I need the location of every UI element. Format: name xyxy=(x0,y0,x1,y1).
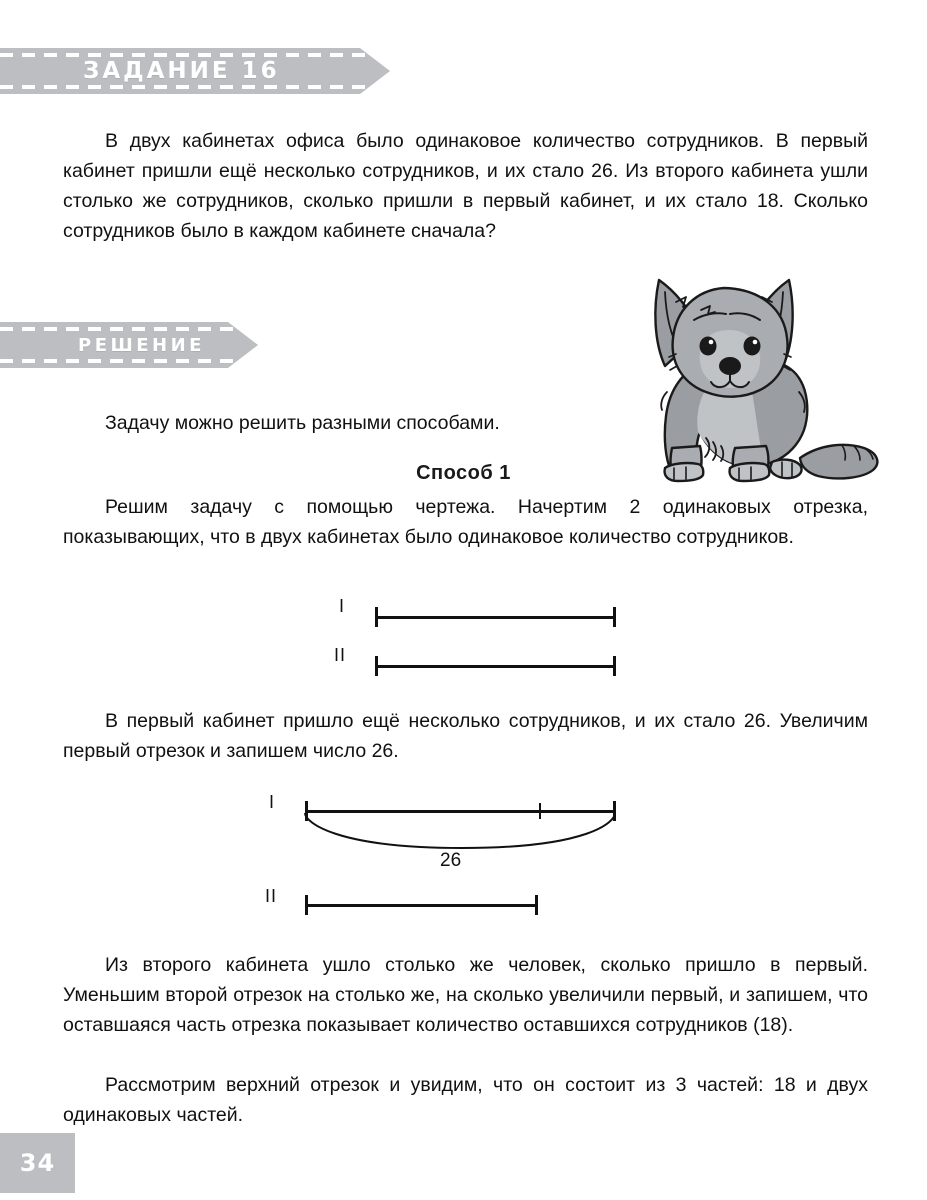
segment-1-label: I xyxy=(339,596,346,616)
after-diagram-1-text: В первый кабинет пришло ещё несколько сотрудников, и их стало 26. Увеличим первый отрезок и запишем число 26. xyxy=(63,710,868,762)
sitting-dog-illustration xyxy=(632,262,894,494)
final-text: Рассмотрим верхний отрезок и увидим, что он состоит из 3 частей: 18 и двух одинаковых частей. xyxy=(63,1074,868,1126)
segment-1-line xyxy=(375,616,615,619)
segment-2-start-cap xyxy=(305,895,308,915)
segment-1-end-cap xyxy=(613,607,616,627)
task-banner-label: ЗАДАНИЕ 16 xyxy=(83,58,280,84)
solution-banner xyxy=(0,322,258,368)
banner-dashed-line-top xyxy=(0,327,258,331)
method-heading: Способ 1 xyxy=(416,462,511,484)
segment-2-start-cap xyxy=(375,656,378,676)
segment-2-end-cap xyxy=(535,895,538,915)
final-paragraph xyxy=(63,1070,868,1130)
after-diagram-2-text: Из второго кабинета ушло столько же человек, сколько пришло в первый. Уменьшим второй отрезок на столько же, на сколько увеличили первый, и запишем, что оставшаяся часть отрезка показывает количество оставшихся сотрудников (18). xyxy=(63,954,868,1036)
brace-value-label: 26 xyxy=(440,850,462,871)
segment-1-label: I xyxy=(269,792,276,812)
segment-2-line xyxy=(305,904,537,907)
banner-dashed-line-top xyxy=(0,53,390,57)
method-1-paragraph xyxy=(63,492,868,552)
banner-dashed-line-bottom xyxy=(0,85,390,89)
solution-intro-paragraph xyxy=(63,408,623,438)
after-diagram-2-paragraph xyxy=(63,950,868,1040)
segment-2-label: II xyxy=(334,645,347,665)
segment-1-brace-arc xyxy=(295,808,630,854)
segment-2-end-cap xyxy=(613,656,616,676)
task-banner xyxy=(0,48,390,94)
problem-statement-text: В двух кабинетах офиса было одинаковое количество сотрудников. В первый кабинет пришли ещё несколько сотрудников, и их стало 26. Из второго кабинета ушли столько же сотрудников, сколько пришли в первый кабинет, и их стало 18. Сколько сотрудников было в каждом кабинете сначала? xyxy=(63,130,868,242)
method-1-text: Решим задачу с помощью чертежа. Начертим 2 одинаковых отрезка, показывающих, что в двух кабинетах было одинаковое количество сотрудников. xyxy=(63,496,868,548)
diagram-extended-and-shortened-segments xyxy=(0,788,927,918)
after-diagram-1-paragraph xyxy=(63,706,868,766)
segment-1-start-cap xyxy=(375,607,378,627)
banner-dashed-line-bottom xyxy=(0,359,258,363)
page-number: 34 xyxy=(19,1149,56,1177)
segment-2-label: II xyxy=(265,886,278,906)
problem-statement xyxy=(63,126,868,246)
solution-intro-text: Задачу можно решить разными способами. xyxy=(105,412,500,434)
diagram-two-equal-segments xyxy=(0,595,927,690)
segment-2-line xyxy=(375,665,615,668)
solution-banner-label: РЕШЕНИЕ xyxy=(78,334,205,356)
page-number-block xyxy=(0,1133,75,1193)
